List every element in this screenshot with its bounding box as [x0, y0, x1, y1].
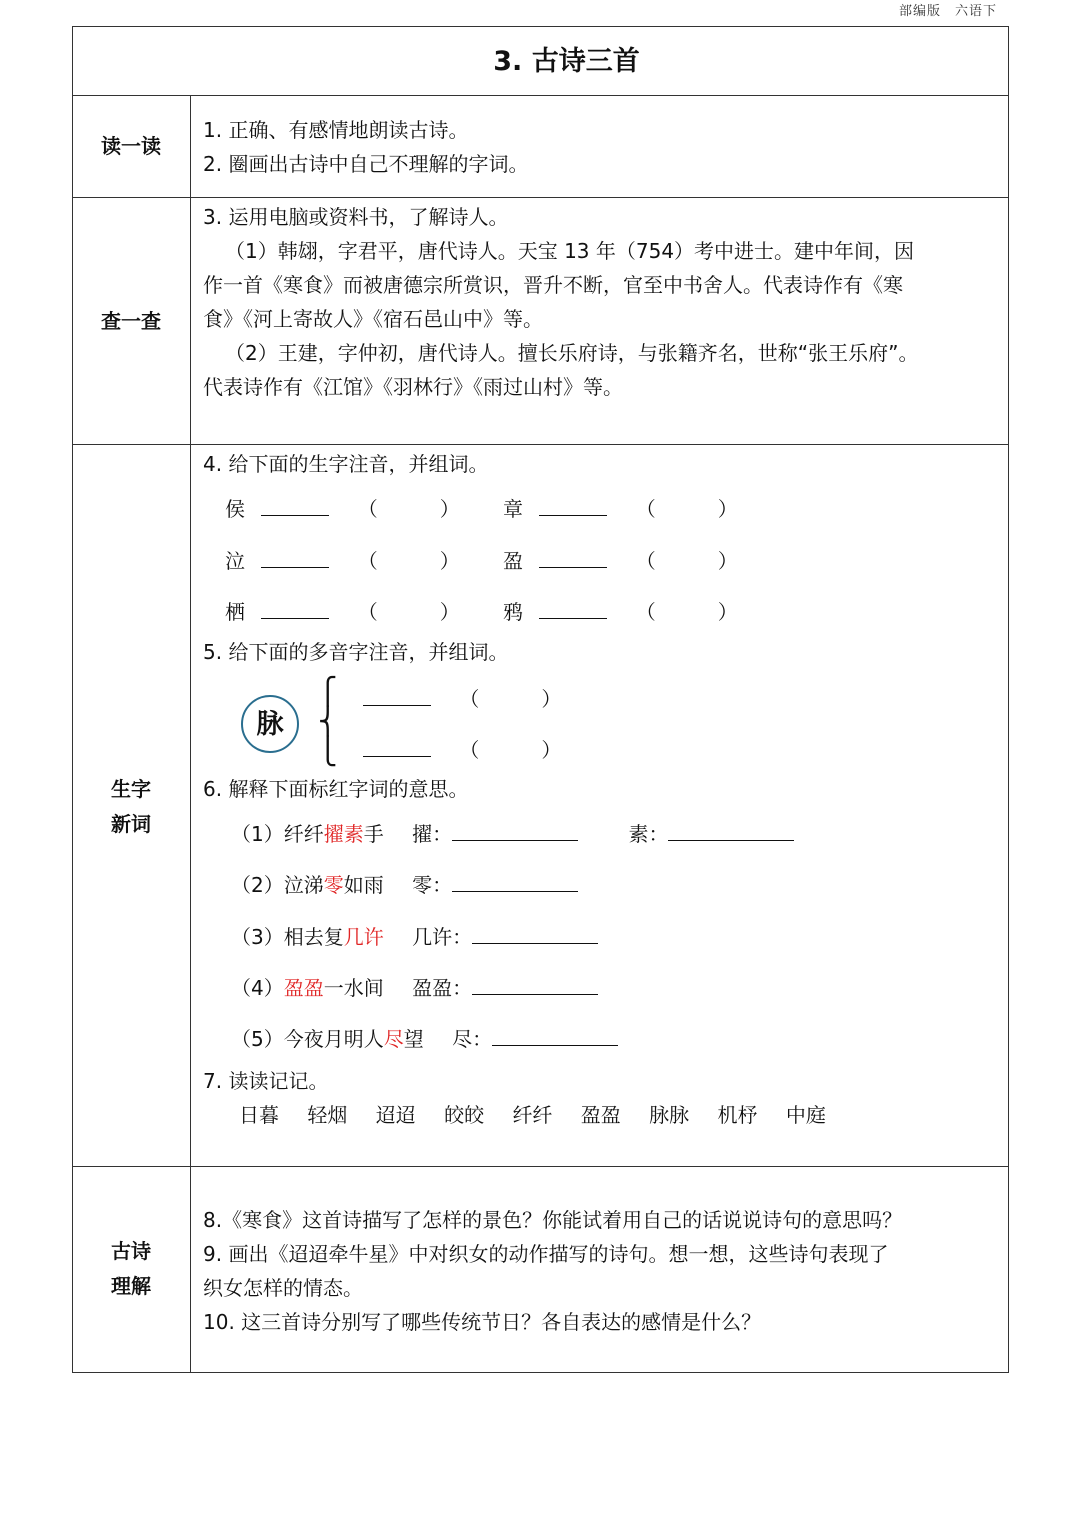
list-item: 8.《寒食》这首诗描写了怎样的景色？你能试着用自己的话说说诗句的意思吗？: [203, 1208, 903, 1232]
q4-item: 章 （ ）: [503, 497, 738, 521]
word: 脉脉: [649, 1103, 690, 1127]
pinyin-blank[interactable]: [539, 598, 607, 619]
pinyin-blank[interactable]: [539, 547, 607, 568]
word: 机杼: [717, 1103, 758, 1127]
q4-item: 盈 （ ）: [503, 549, 738, 573]
list-item: 作一首《寒食》而被唐德宗所赏识，晋升不断，官至中书舍人。代表诗作有《寒: [203, 273, 903, 297]
word: 中庭: [785, 1103, 826, 1127]
divider: [73, 444, 1008, 445]
section-label-poem: 古诗 理解: [111, 1239, 151, 1298]
pinyin-blank[interactable]: [261, 495, 329, 516]
q4-item: 鸦 （ ）: [503, 600, 738, 624]
pinyin-blank[interactable]: [363, 685, 431, 706]
word: 盈盈: [580, 1103, 621, 1127]
list-item: （2）王建，字仲初，唐代诗人。擅长乐府诗，与张籍齐名，世称“张王乐府”。: [225, 341, 919, 365]
answer-blank[interactable]: [472, 974, 598, 995]
brace-icon: ⎧ ⎨ ⎩: [318, 677, 338, 767]
check-items: [203, 200, 1003, 404]
q6-item: （1）纤纤擢素手 擢： 素：: [231, 818, 794, 847]
q6-item: （4）盈盈一水间 盈盈：: [231, 972, 598, 1001]
list-item: （1）韩翃，字君平，唐代诗人。天宝 13 年（754）考中进士。建中年间，因: [225, 239, 915, 263]
q4-item: 栖 （ ）: [225, 600, 460, 624]
pinyin-blank[interactable]: [261, 598, 329, 619]
poem-questions: [203, 1203, 1003, 1339]
q6-item: （3）相去复几许 几许：: [231, 921, 598, 950]
answer-blank[interactable]: [668, 820, 794, 841]
column-divider: [190, 95, 191, 1372]
list-item: 代表诗作有《江馆》《羽林行》《雨过山村》等。: [203, 375, 623, 399]
word: 皎皎: [444, 1103, 485, 1127]
list-item: 9. 画出《迢迢牵牛星》中对织女的动作描写的诗句。想一想，这些诗句表现了: [203, 1242, 889, 1266]
q6-prompt: 6. 解释下面标红字词的意思。: [203, 777, 469, 801]
q7-prompt: 7. 读读记记。: [203, 1069, 329, 1093]
list-item: 织女怎样的情态。: [203, 1276, 363, 1300]
word: 轻烟: [307, 1103, 348, 1127]
answer-blank[interactable]: [472, 923, 598, 944]
header-tag: 部编版 六语下: [898, 4, 997, 19]
worksheet-table: [72, 26, 1009, 1373]
q6-item: （5）今夜月明人尽望 尽：: [231, 1023, 618, 1052]
word: 迢迢: [375, 1103, 416, 1127]
q5-item: （ ）: [363, 734, 561, 763]
q7-words: [239, 1099, 826, 1128]
word: 日暮: [239, 1103, 279, 1127]
divider: [73, 1166, 1008, 1167]
list-item: 1. 正确、有感情地朗读古诗。: [203, 118, 469, 142]
word: 纤纤: [512, 1103, 553, 1127]
pinyin-blank[interactable]: [363, 736, 431, 757]
answer-blank[interactable]: [492, 1025, 618, 1046]
q4-prompt: 4. 给下面的生字注音，并组词。: [203, 452, 489, 476]
q4-item: 泣 （ ）: [225, 549, 460, 573]
list-item: 食》《河上寄故人》《宿石邑山中》等。: [203, 307, 543, 331]
pinyin-blank[interactable]: [539, 495, 607, 516]
read-items: [203, 113, 1003, 181]
page-title: 3. 古诗三首: [493, 46, 640, 77]
q4-item: 侯 （ ）: [225, 497, 460, 521]
list-item: 3. 运用电脑或资料书，了解诗人。: [203, 205, 509, 229]
section-label-words: 生字 新词: [111, 777, 151, 836]
section-label-read: 读一读: [101, 134, 161, 158]
divider: [73, 197, 1008, 198]
q5-item: （ ）: [363, 683, 561, 712]
answer-blank[interactable]: [452, 820, 578, 841]
answer-blank[interactable]: [452, 871, 578, 892]
list-item: 2. 圈画出古诗中自己不理解的字词。: [203, 152, 529, 176]
list-item: 10. 这三首诗分别写了哪些传统节日？各自表达的感情是什么？: [203, 1310, 762, 1334]
divider: [73, 95, 1008, 96]
section-label-check: 查一查: [101, 309, 161, 333]
pinyin-blank[interactable]: [261, 547, 329, 568]
polyphone-char-circle: 脉: [241, 695, 299, 753]
q6-item: （2）泣涕零如雨 零：: [231, 869, 578, 898]
q5-prompt: 5. 给下面的多音字注音，并组词。: [203, 640, 509, 664]
